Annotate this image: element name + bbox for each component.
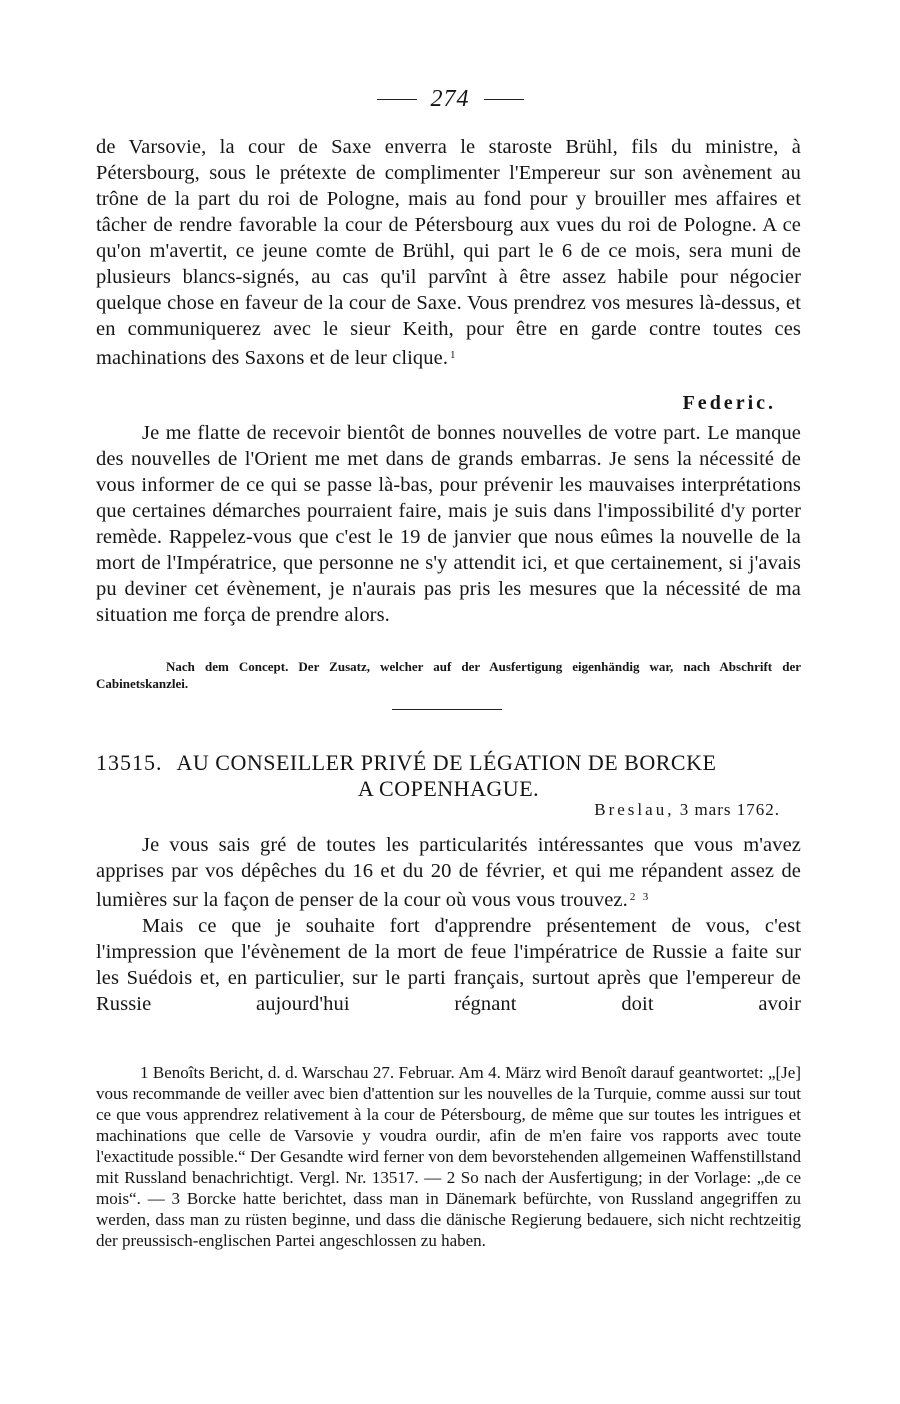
dateline <box>96 800 780 820</box>
letter-paragraph-1 <box>96 832 801 913</box>
letter-heading <box>96 750 801 802</box>
postscript-block <box>96 420 801 628</box>
footnotes <box>96 1062 801 1251</box>
dateline-date: 3 mars 1762. <box>679 800 780 819</box>
postscript-paragraph: Je me flatte de recevoir bientôt de bonnes nouvelles de votre part. Le manque des nouvelles de l'Orient me met dans de grands embarras. Je sens la nécessité de vous informer de ce qui se passe là-bas, pour prévenir les mauvaises interprétations que certaines démarches pourraient faire, mais je suis dans l'impossibilité d'y porter remède. Rappelez-vous que c'est le 19 de janvier que nous eûmes la nouvelle de la mort de l'Impératrice, que personne ne s'y attendit ici, et que certainement, si j'avais pu deviner cet évènement, je n'aurais pas pris les mesures que la nécessité de ma situation me força de prendre alors. <box>96 422 801 626</box>
continuation-text: de Varsovie, la cour de Saxe enverra le staroste Brühl, fils du ministre, à Pétersbourg, sous le prétexte de complimenter l'Empereur sur son avènement au trône de la part du roi de Pologne, mais au fond pour y brouiller mes affaires et tâcher de rendre favorable la cour de Pétersbourg aux vues du roi de Pologne. A ce qu'on m'avertit, ce jeune comte de Brühl, qui part le 6 de ce mois, sera muni de plusieurs blancs-signés, au cas qu'il parvînt à être assez habile pour négocier quelque chose en faveur de la cour de Saxe. Vous prendrez vos mesures là-dessus, et en communiquerez avec le sieur Keith, pour être en garde contre toutes ces machinations des Saxons et de leur clique. <box>96 136 801 369</box>
letter-number: 13515. <box>96 750 163 775</box>
letter-paragraph-2: Mais ce que je souhaite fort d'apprendre présentement de vous, c'est l'impression que l'évènement de la mort de feue l'impératrice de Russie a faite sur les Suédois et, en particulier, sur le parti français, surtout après que l'empereur de Russie aujourd'hui régnant doit avoir <box>96 915 801 1015</box>
letter-heading-line1: AU CONSEILLER PRIVÉ DE LÉGATION DE BORCKE <box>176 750 717 775</box>
footnote-marker-3: 3 <box>642 891 649 903</box>
signature: Federic. <box>682 392 776 414</box>
footnote-marker-1: 1 <box>450 349 456 361</box>
page-number: 274 <box>430 86 470 112</box>
letter-paragraph-1-text: Je vous sais gré de toutes les particularités intéressantes que vous m'avez apprises par vos dépêches du 16 et du 20 de février, et qui me répandent assez de lumières sur la façon de penser de la cour où vous vous trouvez. <box>96 834 801 911</box>
continuation-paragraph-block <box>96 134 801 371</box>
source-note: Nach dem Concept. Der Zusatz, welcher auf der Ausfertigung eigenhändig war, nach Abschrift der Cabinetskanzlei. <box>96 659 801 691</box>
header-rule-left <box>377 99 417 100</box>
letter-heading-line2: A COPENHAGUE. <box>357 776 540 801</box>
footnote-text: 1 Benoîts Bericht, d. d. Warschau 27. Februar. Am 4. März wird Benoît darauf geantwortet: „[Je] vous recommande de veiller avec bien d'attention sur les nouvelles de la Turquie, comme aussi sur tout ce que vous apprendrez relativement à la cour de Pétersbourg, de même que sur toutes les intrigues et machinations que celle de Varsovie y voudra ourdir, afin de m'en faire vos rapports avec toute l'exactitude possible.“ Der Gesandte wird ferner von dem bevorstehenden allgemeinen Waffenstillstand mit Russland benachrichtigt. Vergl. Nr. 13517. — 2 So nach der Ausfertigung; in der Vorlage: „de ce mois“. — 3 Borcke hatte berichtet, dass man in Dänemark befürchte, von Russland angegriffen zu werden, dass man zu rüsten beginne, und dass die dänische Regierung bedauere, sich nicht rechtzeitig der preussisch-englischen Partei angeschlossen zu haben. <box>96 1063 801 1250</box>
page-header <box>0 86 900 113</box>
letter-body <box>96 832 801 1017</box>
header-rule-right <box>484 99 524 100</box>
footnote-marker-2: 2 <box>629 891 636 903</box>
dateline-place: Breslau, <box>594 800 675 819</box>
continuation-paragraph <box>96 134 801 371</box>
section-separator <box>392 709 502 710</box>
